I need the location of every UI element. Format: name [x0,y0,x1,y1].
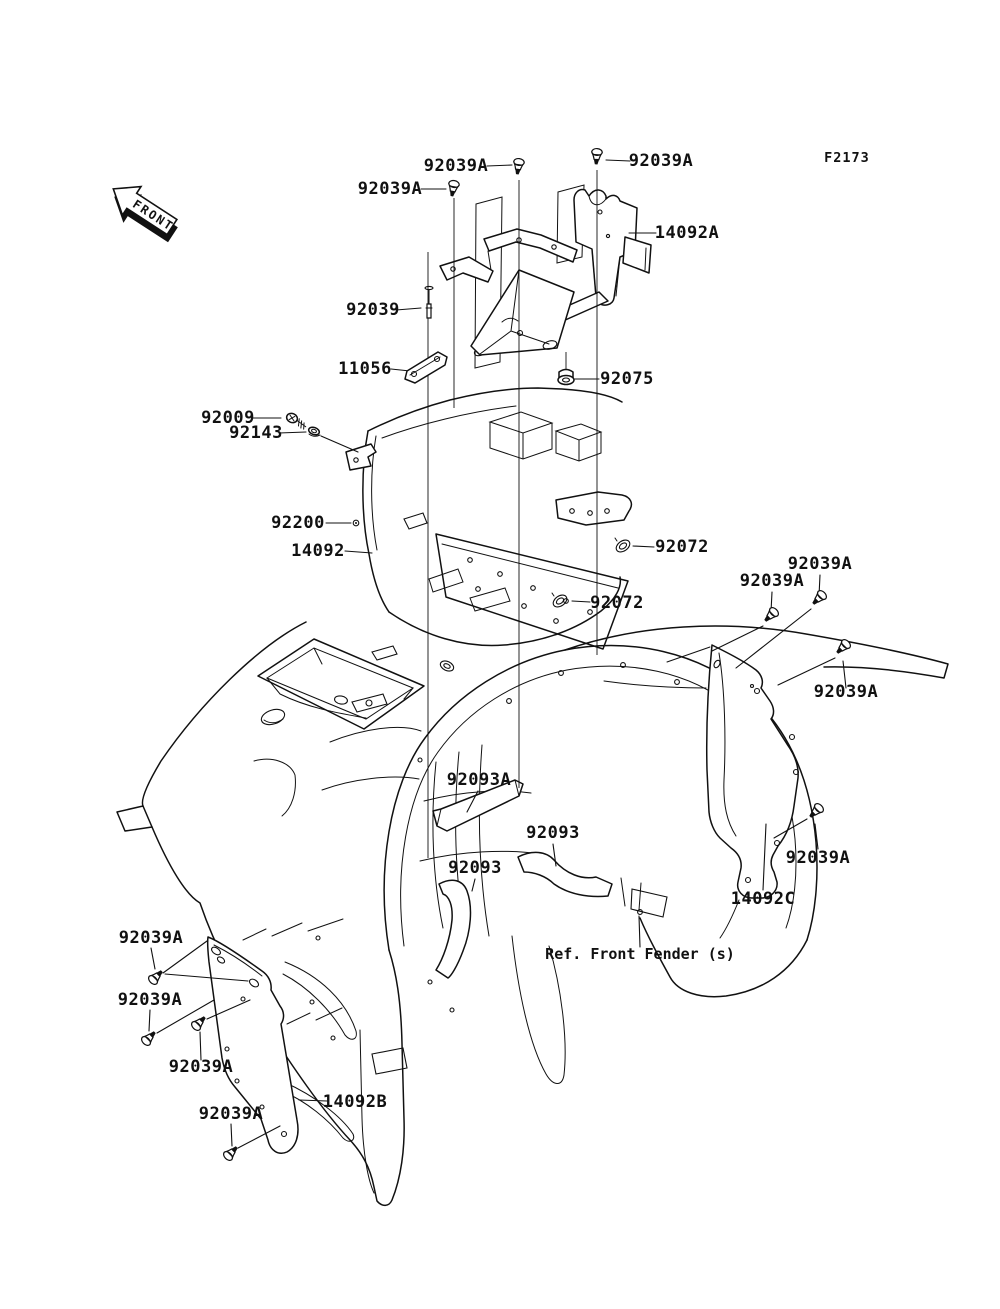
callout-92039a-1: 92039A [423,156,489,176]
callout-92039a-5: 92039A [739,571,805,591]
rivet-icon [190,1014,208,1032]
clamp-92072-icon [551,593,569,610]
callout-92039a-8: 92039A [118,928,184,948]
rivet-icon [140,1029,158,1047]
screw-92009-icon [285,412,309,430]
pin-92039-icon [425,286,433,318]
rivet-icon [834,638,852,656]
clip-92200-icon [353,520,359,526]
callout-92009: 92009 [201,408,255,428]
fender-holes [310,758,454,1040]
callout-92039a-4: 92039A [787,554,853,574]
rivet-icon [222,1144,240,1162]
callout-92039a-7: 92039A [785,848,851,868]
storage-box [258,639,424,729]
callout-92093-1: 92093 [526,823,580,843]
callout-92200: 92200 [271,513,325,533]
reference-note: Ref. Front Fender (s) [545,945,735,963]
rivet-icon [447,180,460,197]
rivet-icon [762,606,780,624]
tray-left-bracket [346,444,376,470]
bracket-lower-shell [471,270,574,355]
callout-11056: 11056 [338,359,392,379]
trim-strip-92093-center [518,852,612,896]
callout-14092a: 14092A [654,223,720,243]
callout-92039: 92039 [346,300,400,320]
callout-92143: 92143 [229,423,283,443]
callout-92039a-11: 92039A [198,1104,264,1124]
clamp-92072-icon [614,538,632,555]
rivet-icon [512,158,524,175]
callout-92039a-10: 92039A [168,1057,234,1077]
callout-14092: 14092 [291,541,345,561]
rivet-icon [807,802,825,820]
callout-92072-1: 92072 [655,537,709,557]
tray-side-arm [556,492,631,525]
bracket-14092a [440,185,651,368]
rivet-icon [810,589,828,607]
figure-code: F2173 [824,150,870,166]
callout-92093a: 92093A [446,770,512,790]
callout-92039a-2: 92039A [628,151,694,171]
tray-boxes [490,412,601,461]
tray-base-plate [436,534,628,649]
front-arrow-label: FRONT [130,197,177,234]
callout-92072-2: 92072 [590,593,644,613]
plate-14092c [707,645,799,898]
callout-92039a-9: 92039A [117,990,183,1010]
front-arrow [101,175,186,249]
callout-92093-2: 92093 [448,858,502,878]
rivet-icon [591,148,602,164]
fender-left-flap [117,806,152,831]
callout-14092b: 14092B [322,1092,388,1112]
rivet-icon [147,968,165,986]
front-fender-inner-14092 [346,388,631,649]
nut-92075-icon [558,370,574,385]
trim-strip-92093-left [436,880,470,978]
bracket-11056-icon [405,352,447,383]
callout-92039a-3: 92039A [357,179,423,199]
washer-92143-icon [308,426,321,436]
callout-92039a-6: 92039A [813,682,879,702]
callout-14092c: 14092C [730,889,796,909]
callout-92075: 92075 [600,369,654,389]
